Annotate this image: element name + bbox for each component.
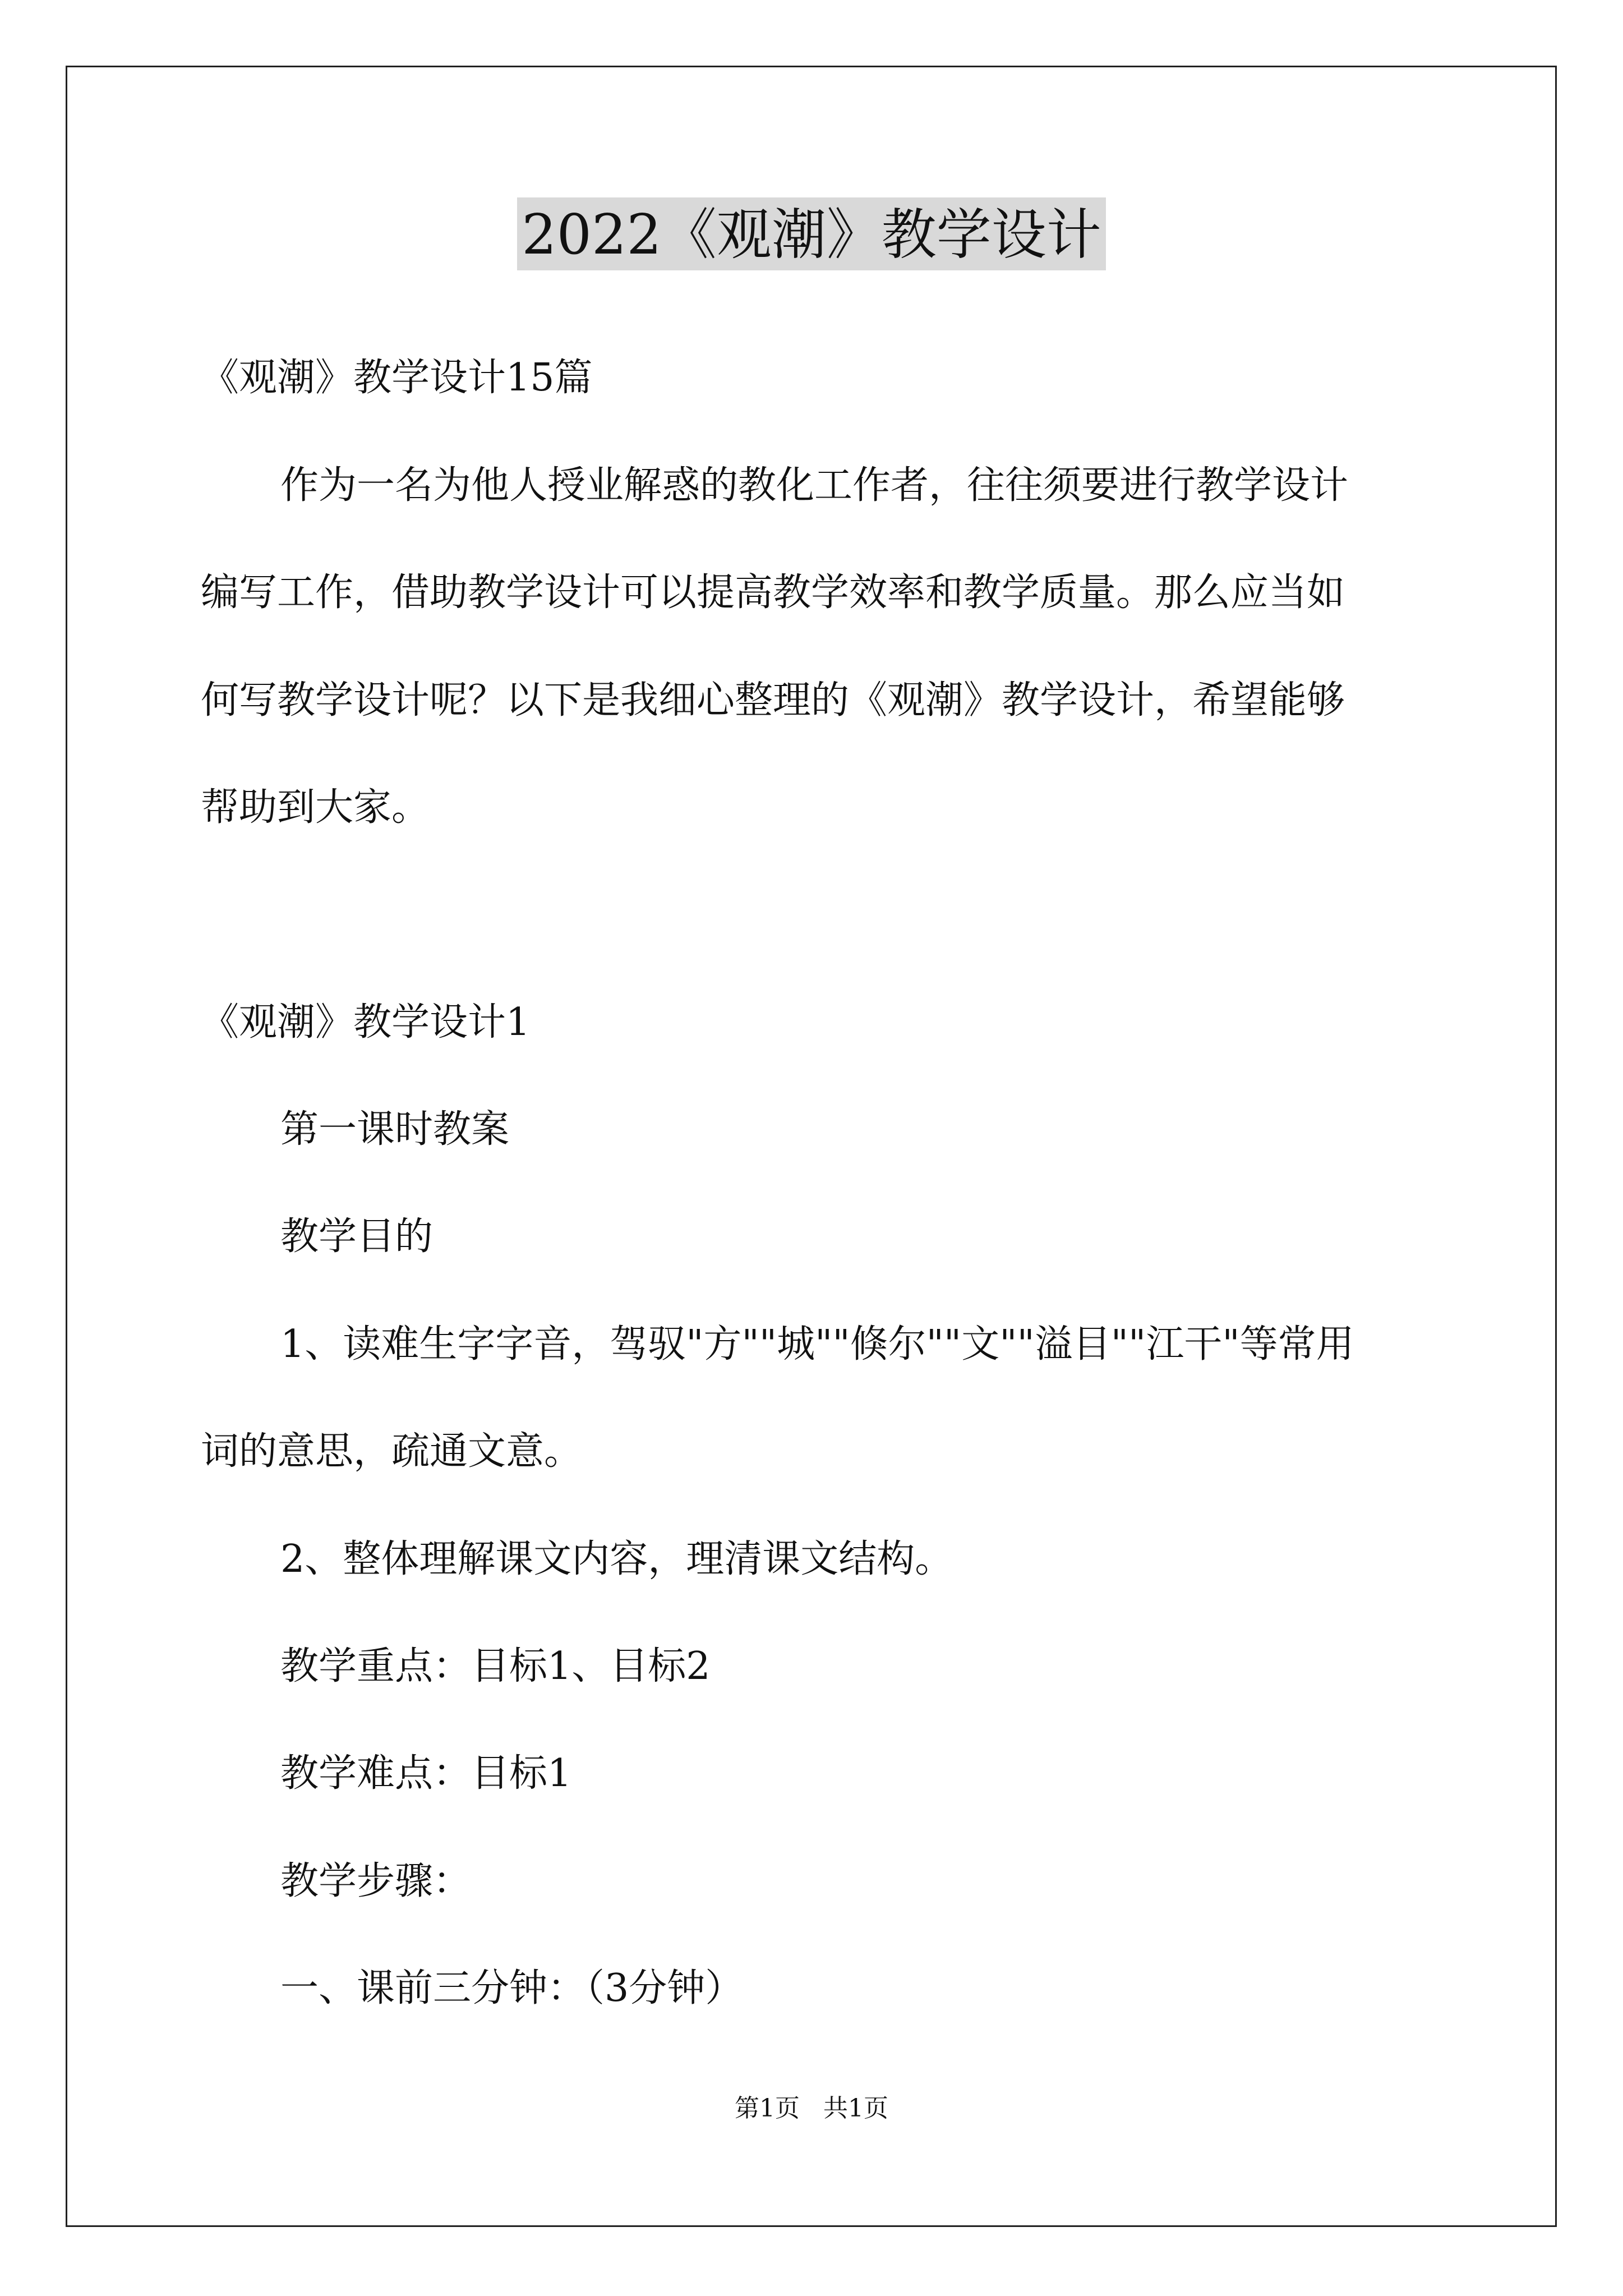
section-heading: 《观潮》教学设计1	[201, 1000, 531, 1045]
document-title: 2022《观潮》教学设计	[517, 197, 1105, 270]
body-line: 何写教学设计呢？以下是我细心整理的《观潮》教学设计，希望能够	[201, 678, 1345, 723]
body-line: 作为一名为他人授业解惑的教化工作者，往往须要进行教学设计	[280, 463, 1349, 508]
title-container	[0, 197, 1623, 270]
body-line: 教学目的	[280, 1214, 434, 1259]
subtitle-line: 《观潮》教学设计15篇	[201, 356, 593, 400]
body-line: 教学重点：目标1、目标2	[280, 1644, 711, 1688]
body-line: 教学步骤：	[280, 1859, 472, 1903]
body-line: 编写工作，借助教学设计可以提高教学效率和教学质量。那么应当如	[201, 570, 1345, 615]
body-line: 2、整体理解课文内容，理清课文结构。	[280, 1537, 953, 1581]
body-line: 第一课时教案	[280, 1107, 510, 1152]
body-line: 帮助到大家。	[201, 785, 430, 830]
page-footer: 第1页 共1页	[735, 2094, 888, 2123]
body-line: 词的意思，疏通文意。	[201, 1429, 583, 1474]
body-line: 1、读难生字字音，驾驭"方""城""倏尔""文""溢目""江干"等常用	[280, 1322, 1354, 1366]
body-line: 教学难点：目标1	[280, 1751, 572, 1796]
body-line: 一、课前三分钟：（3分钟）	[280, 1966, 744, 2010]
